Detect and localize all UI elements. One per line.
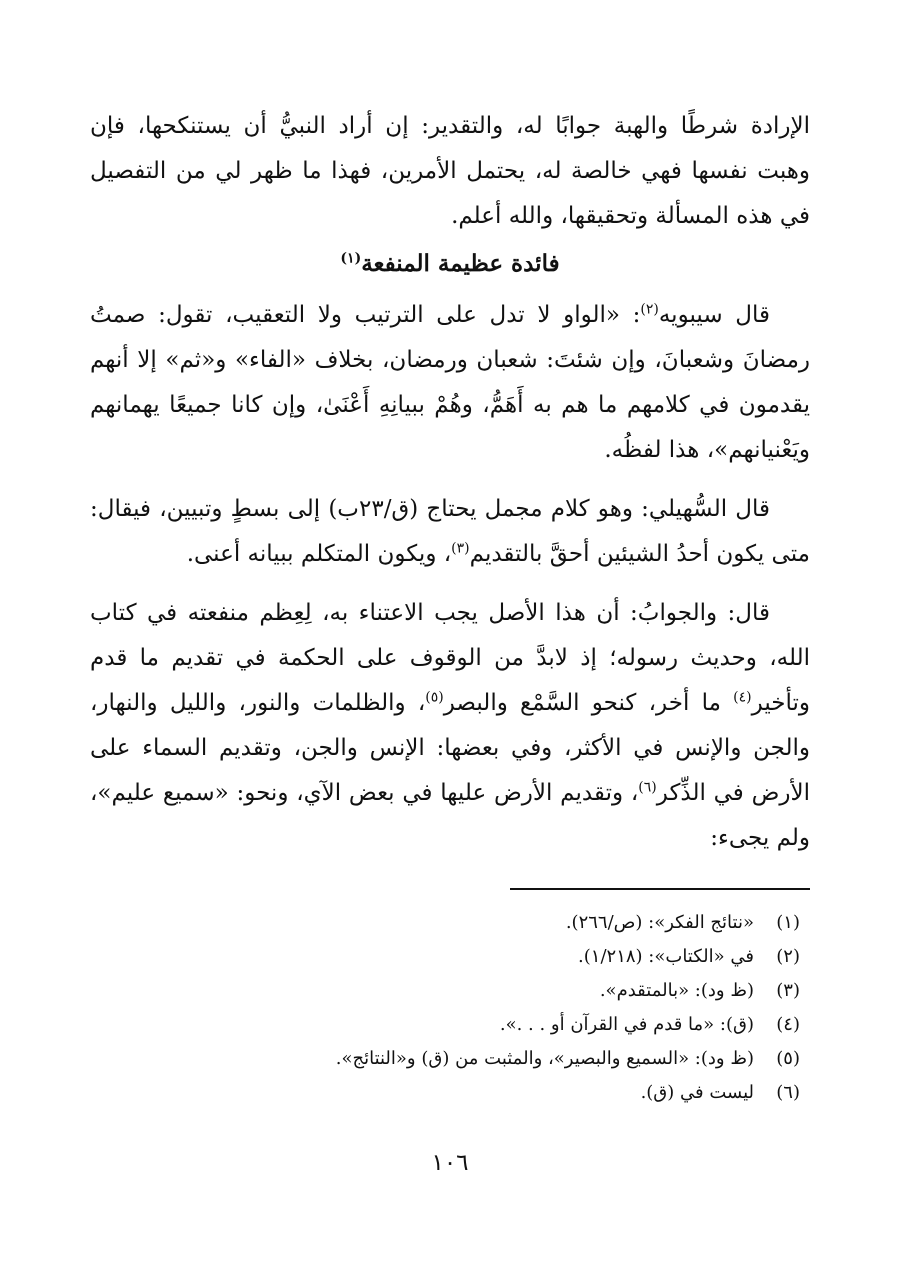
paragraph-suhayli-text-1: قال السُّهيلي: وهو كلام مجمل يحتاج (ق/٢٣ب) إلى بسطٍ وتبيين، فيقال: متى يكون أحدُ الشيئين أحقَّ بالتقديم [90, 496, 810, 567]
footnote-item [90, 906, 800, 940]
footnote-number: (٤) [776, 1014, 800, 1035]
footnote-separator [510, 888, 810, 890]
footnotes-list [90, 906, 800, 1110]
paragraph-gap [90, 473, 810, 487]
book-page [90, 104, 810, 1271]
footnote-text: في «الكتاب»: (١/٢١٨). [578, 946, 754, 967]
footnote-text: (ظ ود): «بالمتقدم». [599, 980, 754, 1001]
section-heading-text: فائدة عظيمة المنفعة [361, 250, 560, 277]
footnote-text: «نتائج الفكر»: (ص/٢٦٦). [565, 912, 754, 933]
paragraph-answer [90, 591, 810, 861]
paragraph-sibawayh-text-2: : «الواو لا تدل على الترتيب ولا التعقيب، تقول: صمتُ رمضانَ وشعبانَ، وإن شئتَ: شعبان ورمضان، بخلاف «الفاء» و«ثم» إلا أنهم يقدمون في كلامهم ما هم به أَهَمُّ، وهُمْ ببيانِهِ أَعْنَىٰ، وإن كانا جميعًا يهمانهم ويَعْنيانهم»، هذا لفظُه. [90, 302, 810, 463]
paragraph-gap [90, 577, 810, 591]
paragraph-answer-text-1: قال: والجوابُ: أن هذا الأصل يجب الاعتناء به، لِعِظم منفعته في كتاب الله، وحديث رسوله؛ إذ لابدَّ من الوقوف على الحكمة في تقديم ما قدم وتأخير [90, 600, 810, 716]
footnote-text: ليست في (ق). [640, 1082, 754, 1103]
footnote-item [90, 1042, 800, 1076]
footnote-number: (٣) [776, 980, 800, 1001]
page-number: ١٠٦ [431, 1150, 469, 1176]
footnote-ref-6: (٦) [638, 779, 657, 796]
footnote-number: (٢) [776, 946, 800, 967]
footnote-ref-5: (٥) [425, 689, 444, 706]
footnote-item [90, 1076, 800, 1110]
footnote-number: (٦) [776, 1082, 800, 1103]
paragraph-answer-text-3: ، والظلمات والنور، والليل والنهار، والجن والإنس في الأكثر، وفي بعضها: الإنس والجن، وتقديم السماء على الأرض في الذِّكر [90, 690, 810, 806]
footnote-text: (ظ ود): «السميع والبصير»، والمثبت من (ق) و«النتائج». [335, 1048, 754, 1069]
footnote-ref-2: (٢) [640, 301, 659, 318]
paragraph-answer-text-4: ، وتقديم الأرض عليها في بعض الآي، ونحو: «سميع عليم»، ولم يجىء: [90, 780, 810, 851]
paragraph-suhayli-text-2: ، ويكون المتكلم ببيانه أعنى. [186, 541, 452, 567]
footnote-text: (ق): «ما قدم في القرآن أو . . .». [499, 1014, 754, 1035]
footnote-number: (٥) [776, 1048, 800, 1069]
intro-paragraph: الإرادة شرطًا والهبة جوابًا له، والتقدير: إن أراد النبيُّ أن يستنكحها، فإن وهبت نفسها فهي خالصة له، يحتمل الأمرين، فهذا ما ظهر لي من التفصيل في هذه المسألة وتحقيقها، والله أعلم. [90, 113, 810, 229]
footnote-item [90, 974, 800, 1008]
section-heading [90, 245, 810, 283]
footnote-item [90, 1008, 800, 1042]
footnote-number: (١) [776, 912, 800, 933]
paragraph-sibawayh-text-1: قال سيبويه [658, 302, 770, 328]
paragraph-suhayli [90, 487, 810, 577]
paragraph-answer-text-2: ما أخر، كنحو السَّمْع والبصر [443, 690, 734, 716]
footnote-ref-1: (١) [340, 250, 362, 267]
footnote-ref-3: (٣) [451, 540, 470, 557]
footnote-item [90, 940, 800, 974]
paragraph-sibawayh [90, 293, 810, 473]
footnote-ref-4: (٤) [733, 689, 752, 706]
